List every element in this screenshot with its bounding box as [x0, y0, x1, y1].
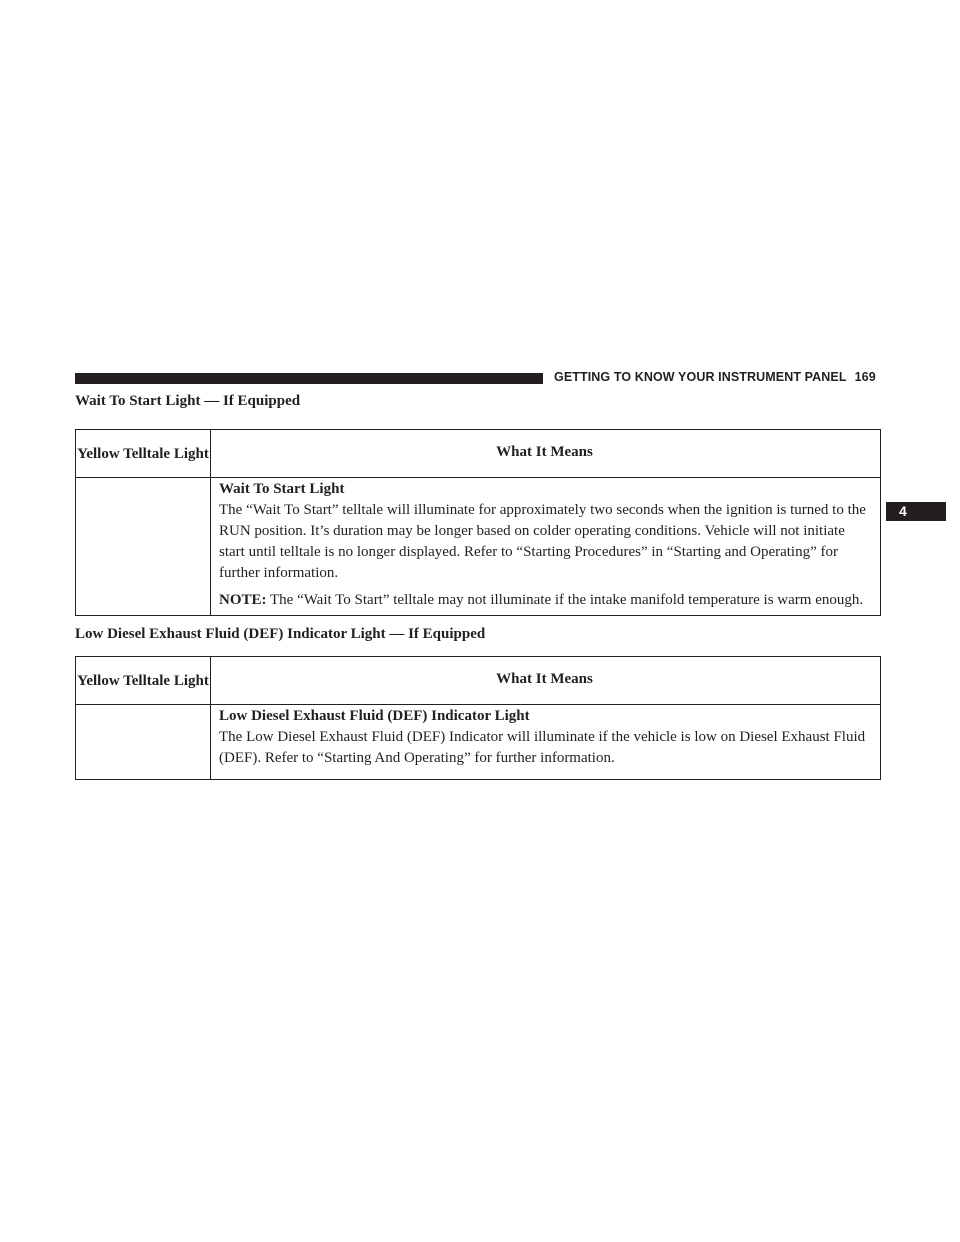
table-row [76, 705, 881, 780]
row-description: The “Wait To Start” telltale will illuminate for approximately two seconds when the ignition is turned to the RUN position. It’s duration may be longer based on colder operating conditions. Vehicle will not initiate start until telltale is no longer displayed. Refer to “Starting Procedures” in “Starting and Operating” for further information. [219, 502, 866, 581]
telltale-icon-cell [76, 705, 211, 780]
telltale-table-low-def [75, 656, 881, 780]
row-heading: Low Diesel Exhaust Fluid (DEF) Indicator Light [219, 708, 530, 724]
header-title: GETTING TO KNOW YOUR INSTRUMENT PANEL [554, 370, 847, 384]
note-text: The “Wait To Start” telltale may not illuminate if the intake manifold temperature is warm enough. [270, 592, 864, 608]
row-note [219, 590, 870, 611]
row-heading: Wait To Start Light [219, 481, 345, 497]
table-header-row [76, 430, 881, 478]
telltale-icon-cell [76, 478, 211, 616]
column-header-meaning: What It Means [211, 430, 881, 478]
table-row [76, 478, 881, 616]
column-header-telltale: Yellow Telltale Light [76, 430, 211, 478]
table-header-row [76, 657, 881, 705]
header-rule [75, 373, 543, 384]
column-header-meaning: What It Means [211, 657, 881, 705]
column-header-telltale: Yellow Telltale Light [76, 657, 211, 705]
row-description: The Low Diesel Exhaust Fluid (DEF) Indicator will illuminate if the vehicle is low on Diesel Exhaust Fluid (DEF). Refer to “Starting And Operating” for further information. [219, 729, 866, 766]
telltale-table-wait-to-start [75, 429, 881, 616]
section-title-wait-to-start: Wait To Start Light — If Equipped [75, 393, 301, 409]
page-number: 169 [854, 370, 876, 384]
running-header [554, 370, 876, 384]
meaning-cell [211, 705, 881, 780]
note-label: NOTE: [219, 592, 267, 608]
chapter-tab: 4 [886, 502, 946, 521]
meaning-cell [211, 478, 881, 616]
section-title-low-def: Low Diesel Exhaust Fluid (DEF) Indicator Light — If Equipped [75, 626, 486, 642]
